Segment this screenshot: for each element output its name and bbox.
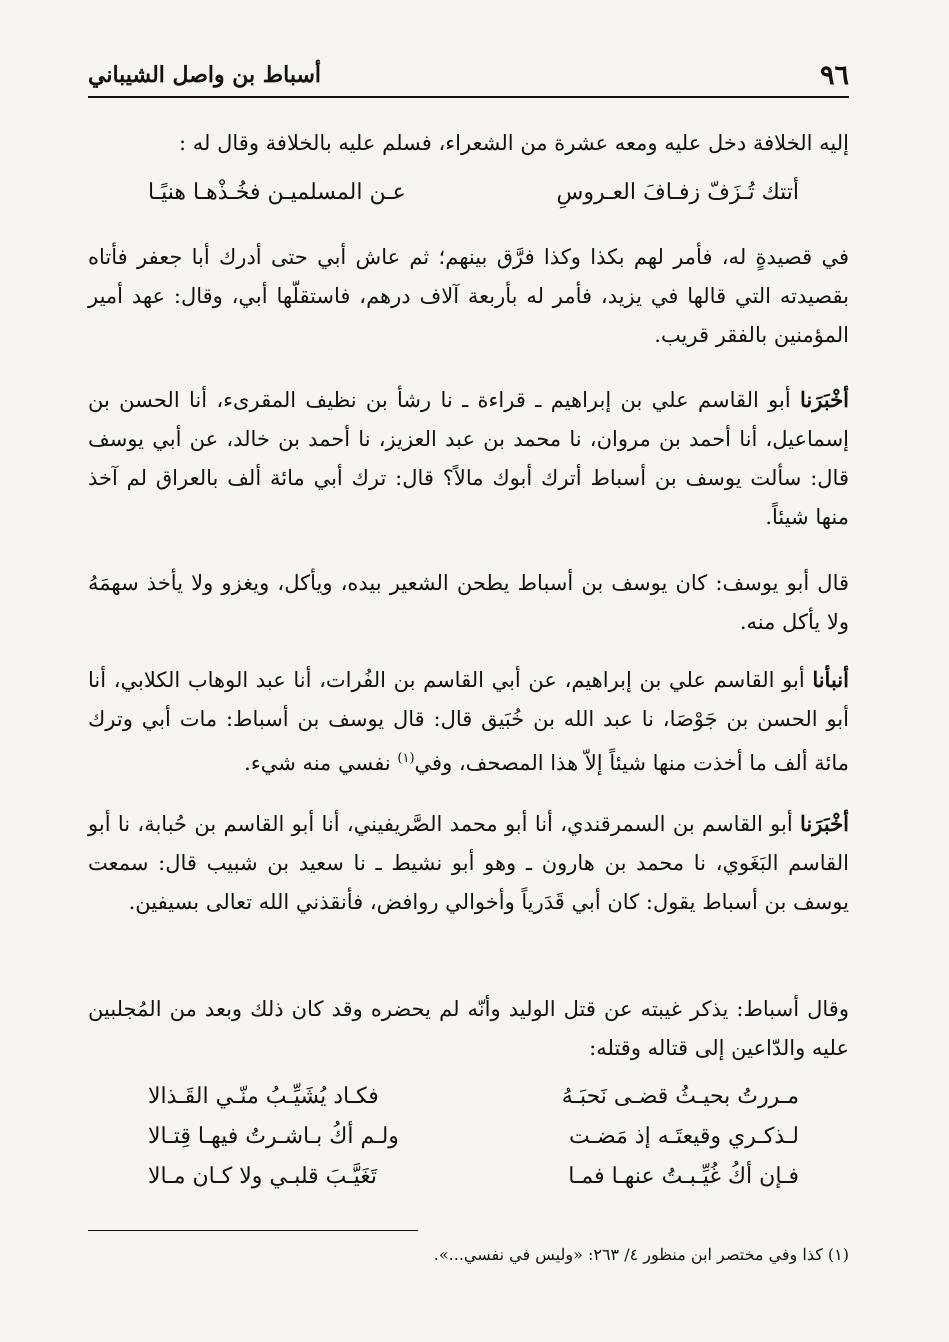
verse-second-hemistich: عـن المسلميـن فخُـذْهـا هنيًـا xyxy=(148,180,406,205)
chain-lead: أخْبَرَنا xyxy=(800,811,849,836)
page-header xyxy=(88,58,849,94)
footnote: (١) كذا وفي مختصر ابن منظور ٤/ ٢٦٣: «وليس في نفسي...». xyxy=(433,1245,849,1264)
paragraph-7: وقال أسباط: يذكر غيبته عن قتل الوليد وأنّه لم يحضره وقد كان ذلك وبعد من المُجلبين عليه والدّاعين إلى قتاله وقتله: xyxy=(88,997,849,1060)
poem-first-hemistich: فـإن أكُ غُيِّـبـتُ عنهـا فمـا xyxy=(568,1164,799,1189)
poem-line-1 xyxy=(88,1084,849,1124)
chain-lead: أنبأنا xyxy=(812,667,849,692)
paragraph-5 xyxy=(88,660,849,783)
paragraph-5-text: أبو القاسم علي بن إبراهيم، عن أبي القاسم بن الفُرات، أنا عبد الوهاب الكلابي، أنا أبو الحسن بن جَوْصَا، نا عبد الله بن خُبَيق قال: قال يوسف بن أسباط: مات أبي وترك مائة ألف ما أخذت منها شيئاً إلاّ هذا المصحف، وفي xyxy=(88,668,849,775)
poem-first-hemistich: مـررتُ بحيـثُ قضـى نَحبَـهُ xyxy=(561,1084,799,1109)
paragraph-5-tail: نفسي منه شيء. xyxy=(244,751,391,775)
poem-line-3 xyxy=(88,1164,849,1204)
paragraph-3 xyxy=(88,380,849,537)
paragraph-6-text: أبو القاسم بن السمرقندي، أنا أبو محمد الصَّريفيني، أنا أبو القاسم بن حُبابة، نا أبو القاسم البَغَوي، نا محمد بن هارون ـ وهو أبو نشيط ـ نا سعيد بن شبيب قال: سمعت يوسف بن أسباط يقول: كان أبي قَدَرياً وأخوالي روافض، فأنقذني الله تعالى بسيفين. xyxy=(88,812,849,914)
header-rule xyxy=(88,96,849,98)
footnote-ref: (١) xyxy=(397,751,415,766)
verse-first-hemistich: أتتك تُـزَفّ زفـافَ العـروسِ xyxy=(556,180,799,205)
poem-second-hemistich: ولـم أكُ بـاشـرتُ فيهـا قِتـالا xyxy=(148,1124,399,1149)
paragraph-3-text: أبو القاسم علي بن إبراهيم ـ قراءة ـ نا رشأ بن نظيف المقرىء، أنا الحسن بن إسماعيل، أنا أحمد بن مروان، نا محمد بن عبد العزيز، نا أحمد بن خالد، عن أبي يوسف قال: سألت يوسف بن أسباط أترك أبوك مالاً؟ قال: ترك أبي مائة ألف بالعراق لم آخذ منها شيئاً. xyxy=(88,388,849,529)
chain-lead: أخْبَرَنا xyxy=(800,387,850,412)
paragraph-2: في قصيدةٍ له، فأمر لهم بكذا وكذا فرَّق بينهم؛ ثم عاش أبي حتى أدرك أبا جعفر فأتاه بقصيدته التي قالها في يزيد، فأمر له بأربعة آلاف درهم، فاستقلّها أبي، وقال: عهد أمير المؤمنين بالفقر قريب. xyxy=(88,245,849,347)
poem-line-2 xyxy=(88,1124,849,1164)
paragraph-4: قال أبو يوسف: كان يوسف بن أسباط يطحن الشعير بيده، ويأكل، ويغزو ولا يأخذ سهمَهُ ولا يأكل منه. xyxy=(88,571,849,634)
paragraph-6 xyxy=(88,804,849,922)
paragraph-1: إليه الخلافة دخل عليه ومعه عشرة من الشعراء، فسلم عليه بالخلافة وقال له : xyxy=(179,131,849,155)
page-number: ٩٦ xyxy=(819,60,849,91)
verse-line xyxy=(88,180,849,220)
poem-second-hemistich: تَغَيَّـبَ قلبـي ولا كـان مـالا xyxy=(148,1164,378,1189)
footnote-rule xyxy=(88,1230,418,1231)
poem-first-hemistich: لـذكـري وقيعتَـه إذ مَضـت xyxy=(568,1124,799,1149)
poem-second-hemistich: فكـاد يُشَيِّـبُ منّـي القَـذالا xyxy=(148,1084,379,1109)
running-title: أسباط بن واصل الشيباني xyxy=(88,62,322,88)
